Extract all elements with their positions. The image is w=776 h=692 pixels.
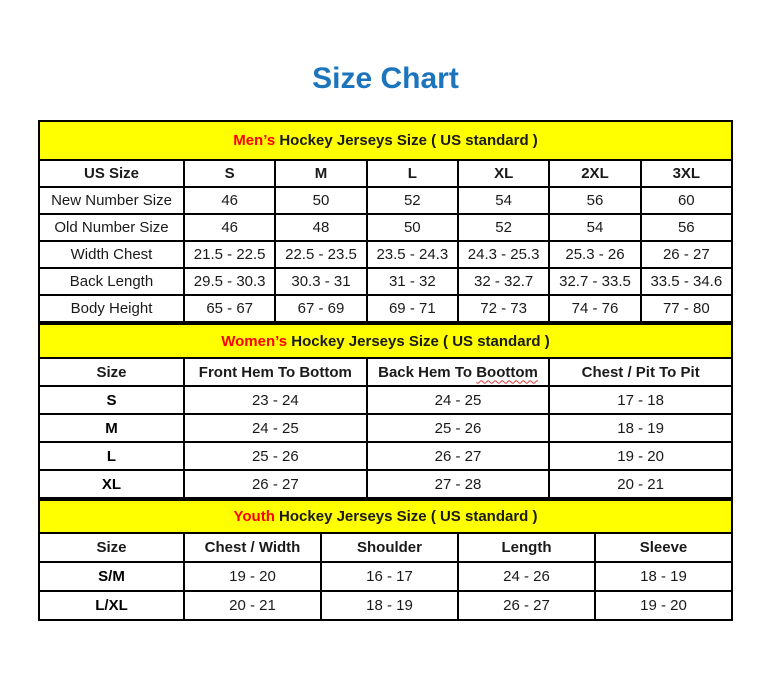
value-cell: 24 - 26 [458, 562, 595, 591]
value-cell: 65 - 67 [184, 295, 275, 322]
youth-banner [39, 500, 732, 533]
womens-row-s [39, 386, 732, 414]
mens-column-header: L [367, 160, 458, 187]
womens-banner-text: Hockey Jerseys Size ( US standard ) [287, 332, 550, 350]
row-label: L/XL [39, 591, 184, 620]
youth-column-header: Size [39, 533, 184, 562]
mens-banner [39, 121, 732, 160]
mens-banner-text: Hockey Jerseys Size ( US standard ) [275, 132, 538, 149]
value-cell: 25 - 26 [184, 442, 367, 470]
row-label: S/M [39, 562, 184, 591]
value-cell: 26 - 27 [458, 591, 595, 620]
mens-banner-row [39, 121, 732, 160]
value-cell: 23 - 24 [184, 386, 367, 414]
value-cell: 16 - 17 [321, 562, 458, 591]
mens-size-table [38, 120, 733, 323]
mens-column-header: 2XL [549, 160, 640, 187]
value-cell: 52 [458, 214, 549, 241]
womens-column-header: Size [39, 358, 184, 386]
value-cell: 25 - 26 [367, 414, 550, 442]
mens-banner-highlight: Men’s [233, 132, 276, 149]
row-label: S [39, 386, 184, 414]
value-cell: 32.7 - 33.5 [549, 268, 640, 295]
value-cell: 48 [275, 214, 366, 241]
value-cell: 69 - 71 [367, 295, 458, 322]
youth-row-l-xl [39, 591, 732, 620]
youth-column-header: Sleeve [595, 533, 732, 562]
value-cell: 26 - 27 [641, 241, 732, 268]
value-cell: 30.3 - 31 [275, 268, 366, 295]
value-cell: 54 [458, 187, 549, 214]
value-cell: 56 [549, 187, 640, 214]
value-cell: 19 - 20 [184, 562, 321, 591]
value-cell: 50 [275, 187, 366, 214]
youth-banner-row [39, 500, 732, 533]
value-cell: 46 [184, 187, 275, 214]
value-cell: 24 - 25 [184, 414, 367, 442]
value-cell: 54 [549, 214, 640, 241]
value-cell: 52 [367, 187, 458, 214]
womens-column-header: Chest / Pit To Pit [549, 358, 732, 386]
value-cell: 26 - 27 [184, 470, 367, 498]
value-cell: 50 [367, 214, 458, 241]
womens-column-header: Front Hem To Bottom [184, 358, 367, 386]
womens-row-m [39, 414, 732, 442]
value-cell: 29.5 - 30.3 [184, 268, 275, 295]
value-cell: 20 - 21 [184, 591, 321, 620]
row-label: M [39, 414, 184, 442]
column-header-text: Back Hem To [378, 363, 477, 381]
value-cell: 74 - 76 [549, 295, 640, 322]
value-cell: 18 - 19 [321, 591, 458, 620]
misspelled-word: Boottom [476, 363, 538, 381]
youth-header-row [39, 533, 732, 562]
mens-column-header: XL [458, 160, 549, 187]
row-label: Width Chest [39, 241, 184, 268]
womens-row-xl [39, 470, 732, 498]
mens-row-body-height [39, 295, 732, 322]
value-cell: 21.5 - 22.5 [184, 241, 275, 268]
youth-row-s-m [39, 562, 732, 591]
value-cell: 19 - 20 [595, 591, 732, 620]
youth-column-header: Shoulder [321, 533, 458, 562]
womens-banner-highlight: Women’s [221, 332, 288, 350]
mens-row-old-number-size [39, 214, 732, 241]
value-cell: 19 - 20 [549, 442, 732, 470]
womens-header-row [39, 358, 732, 386]
row-label: L [39, 442, 184, 470]
value-cell: 24.3 - 25.3 [458, 241, 549, 268]
row-label: Back Length [39, 268, 184, 295]
womens-banner-row [39, 324, 732, 358]
row-label: Body Height [39, 295, 184, 322]
mens-row-new-number-size [39, 187, 732, 214]
value-cell: 18 - 19 [549, 414, 732, 442]
page-title: Size Chart [312, 62, 459, 95]
row-label: XL [39, 470, 184, 498]
value-cell: 23.5 - 24.3 [367, 241, 458, 268]
mens-row-width-chest [39, 241, 732, 268]
value-cell: 33.5 - 34.6 [641, 268, 732, 295]
youth-column-header: Chest / Width [184, 533, 321, 562]
womens-row-l [39, 442, 732, 470]
womens-column-header [367, 358, 550, 386]
value-cell: 24 - 25 [367, 386, 550, 414]
value-cell: 20 - 21 [549, 470, 732, 498]
value-cell: 32 - 32.7 [458, 268, 549, 295]
womens-size-table [38, 323, 733, 499]
value-cell: 17 - 18 [549, 386, 732, 414]
youth-column-header: Length [458, 533, 595, 562]
tables-container [38, 120, 733, 621]
mens-row-back-length [39, 268, 732, 295]
youth-banner-highlight: Youth [233, 508, 275, 525]
row-label: New Number Size [39, 187, 184, 214]
womens-banner [39, 324, 732, 358]
row-label: Old Number Size [39, 214, 184, 241]
value-cell: 31 - 32 [367, 268, 458, 295]
value-cell: 46 [184, 214, 275, 241]
mens-column-header: US Size [39, 160, 184, 187]
value-cell: 18 - 19 [595, 562, 732, 591]
mens-column-header: 3XL [641, 160, 732, 187]
value-cell: 67 - 69 [275, 295, 366, 322]
mens-header-row [39, 160, 732, 187]
value-cell: 72 - 73 [458, 295, 549, 322]
value-cell: 56 [641, 214, 732, 241]
value-cell: 25.3 - 26 [549, 241, 640, 268]
youth-size-table [38, 499, 733, 621]
youth-banner-text: Hockey Jerseys Size ( US standard ) [274, 508, 538, 525]
value-cell: 77 - 80 [641, 295, 732, 322]
mens-column-header: S [184, 160, 275, 187]
value-cell: 27 - 28 [367, 470, 550, 498]
value-cell: 26 - 27 [367, 442, 550, 470]
value-cell: 60 [641, 187, 732, 214]
value-cell: 22.5 - 23.5 [275, 241, 366, 268]
mens-column-header: M [275, 160, 366, 187]
